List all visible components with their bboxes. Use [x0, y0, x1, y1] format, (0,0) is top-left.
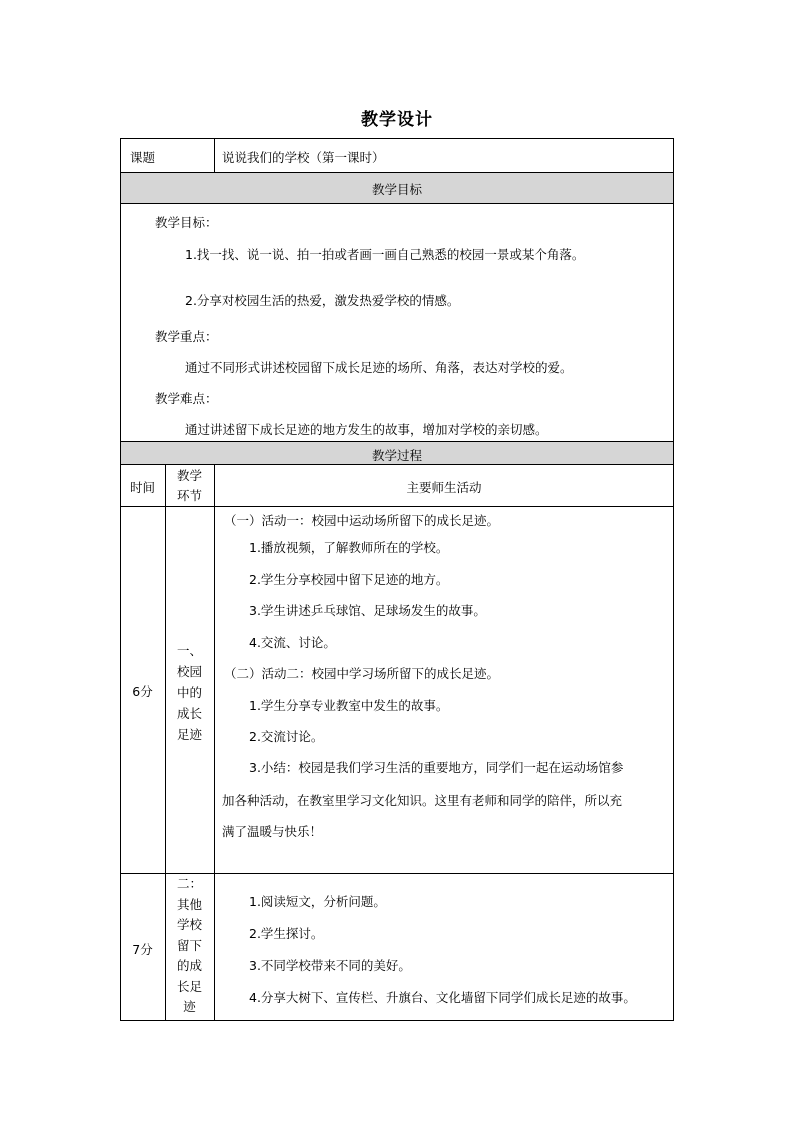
key-points-label: 教学重点： — [155, 329, 218, 344]
process-header: 教学过程 — [371, 448, 422, 463]
row1-time: 6分 — [132, 684, 153, 699]
row1-line: 2.学生分享校园中留下足迹的地方。 — [249, 572, 449, 587]
column-divider — [214, 464, 215, 1021]
row2-stage-line: 其他 — [176, 896, 202, 912]
row1-stage-line: 一、 — [176, 643, 202, 658]
topic-divider — [214, 138, 215, 172]
row1-line: 2.交流讨论。 — [249, 729, 324, 744]
row2-stage-line: 二： — [176, 876, 202, 891]
topic-label: 课题 — [130, 150, 156, 165]
divider — [120, 464, 674, 465]
row1-line: 加各种活动，在教室里学习文化知识。这里有老师和同学的陪伴，所以充 — [222, 793, 623, 808]
goals-header: 教学目标 — [371, 182, 422, 197]
row2-line: 3.不同学校带来不同的美好。 — [249, 958, 411, 973]
topic-value: 说说我们的学校（第一课时） — [222, 150, 385, 165]
divider — [120, 203, 674, 204]
row2-stage-line: 长足 — [176, 978, 202, 994]
difficulty-text: 通过讲述留下成长足迹的地方发生的故事，增加对学校的亲切感。 — [185, 422, 548, 437]
row1-line: 3.学生讲述乒乓球馆、足球场发生的故事。 — [249, 603, 486, 618]
col-header-stage-line2: 环节 — [176, 488, 202, 503]
row1-line: 3.小结：校园是我们学习生活的重要地方，同学们一起在运动场馆参 — [249, 760, 624, 775]
row1-stage-line: 成长 — [176, 706, 202, 721]
row1-line: 1.学生分享专业教室中发生的故事。 — [249, 698, 449, 713]
row2-stage — [165, 874, 214, 1018]
col-header-time: 时间 — [129, 480, 155, 495]
row2-line: 2.学生探讨。 — [249, 926, 324, 941]
row1-line: 4.交流、讨论。 — [249, 635, 336, 650]
row2-stage-line: 的成 — [176, 958, 202, 973]
row1-stage-line: 中的 — [176, 685, 202, 700]
goals-label: 教学目标： — [155, 215, 218, 230]
difficulty-label: 教学难点： — [155, 391, 218, 406]
row2-stage-line: 学校 — [176, 917, 202, 932]
goal-item-2: 2.分享对校园生活的热爱，激发热爱学校的情感。 — [185, 293, 460, 308]
row1-line: （一）活动一：校园中运动场所留下的成长足迹。 — [224, 513, 500, 528]
row1-line: 1.播放视频，了解教师所在的学校。 — [249, 540, 449, 555]
row2-stage-line: 留下 — [176, 937, 202, 953]
row2-line: 1.阅读短文，分析问题。 — [249, 894, 386, 909]
row2-time: 7分 — [132, 942, 153, 957]
row1-line: 满了温暖与快乐！ — [222, 824, 323, 839]
document-title: 教学设计 — [361, 110, 433, 130]
col-header-stage-line1: 教学 — [176, 468, 202, 483]
row1-line: （二）活动二：校园中学习场所留下的成长足迹。 — [224, 666, 500, 681]
col-header-activity: 主要师生活动 — [406, 480, 482, 495]
divider — [120, 506, 674, 507]
goal-item-1: 1.找一找、说一说、拍一拍或者画一画自己熟悉的校园一景或某个角落。 — [185, 247, 585, 262]
row1-stage — [165, 640, 214, 745]
row2-stage-line: 迹 — [183, 999, 196, 1014]
row2-line: 4.分享大树下、宣传栏、升旗台、文化墙留下同学们成长足迹的故事。 — [249, 990, 636, 1005]
key-points-text: 通过不同形式讲述校园留下成长足迹的场所、角落，表达对学校的爱。 — [185, 360, 573, 375]
row1-stage-line: 足迹 — [176, 727, 202, 742]
row1-stage-line: 校园 — [176, 664, 202, 679]
